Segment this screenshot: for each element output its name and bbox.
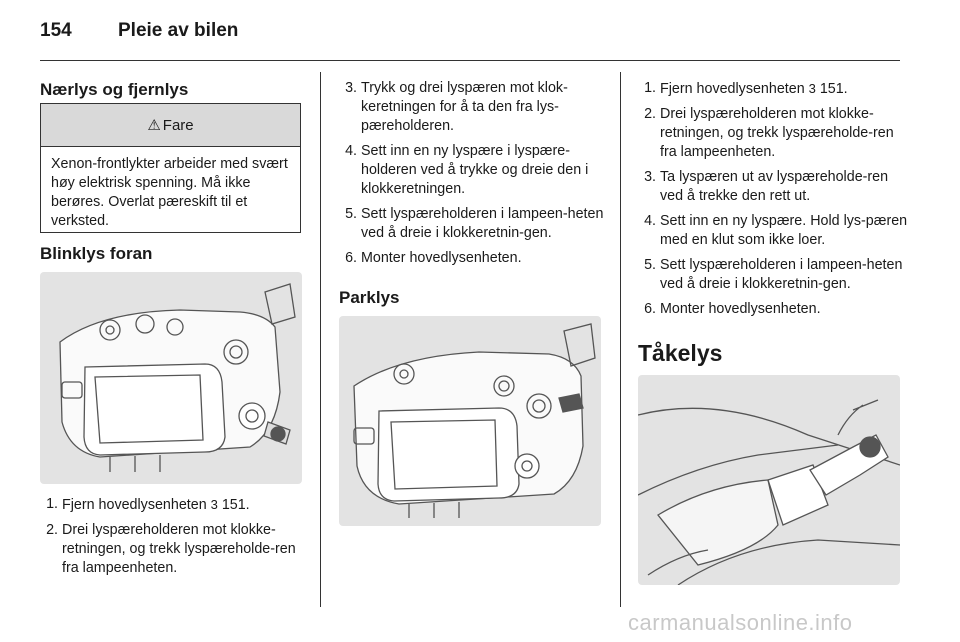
list-item: 6. Monter hovedlysenheten.	[644, 301, 821, 317]
list-item: 5. Sett lyspæreholderen i lampeen-heten ved å dreie i klokkeretnin-gen.	[644, 257, 903, 292]
warning-text: Xenon-frontlykter arbeider med svært høy elektrisk spenning. Må ikke berøres. Overlat pæreskift til et verksted.	[51, 156, 288, 229]
steps-parking-light	[638, 79, 908, 325]
figure-fog-light	[638, 375, 900, 585]
list-item: 4. Sett inn en ny lyspære. Hold lys-pæren med en klut som ikke loer.	[644, 213, 908, 248]
warning-icon: ⚠	[147, 117, 161, 134]
section-heading-low-high-beam: Nærlys og fjernlys	[40, 80, 189, 99]
warning-box	[40, 103, 301, 233]
list-item: 1. Fjern hovedlysenheten 3 151.	[644, 80, 848, 97]
fog-lamp-illustration	[638, 375, 900, 585]
column-divider-1	[320, 72, 321, 607]
figure-front-indicator	[40, 272, 302, 484]
list-item: 5. Sett lyspæreholderen i lampeen-heten ved å dreie i klokkeretnin-gen.	[345, 206, 604, 241]
figure-parking-light	[339, 316, 601, 526]
list-item: 2. Drei lyspæreholderen mot klokke-retningen, og trekk lyspæreholde-ren fra lampeenheten.	[644, 106, 894, 160]
page-ref-icon[interactable]: 3	[808, 81, 816, 96]
watermark: carmanualsonline.info	[628, 610, 853, 635]
section-heading-parking-light: Parklys	[339, 288, 400, 307]
steps-front-indicator	[40, 495, 305, 584]
list-item: 3. Ta lyspæren ut av lyspæreholde-ren ved å trekke den rett ut.	[644, 169, 889, 204]
warning-label: Fare	[162, 116, 194, 134]
section-heading-fog-light: Tåkelys	[638, 340, 723, 366]
list-item: 2. Drei lyspæreholderen mot klokke-retningen, og trekk lyspæreholde-ren fra lampeenheten.	[46, 522, 296, 576]
column-divider-2	[620, 72, 621, 607]
page-ref-icon[interactable]: 3	[210, 497, 218, 512]
page-number: 154	[40, 20, 72, 41]
list-item: 1. Fjern hovedlysenheten 3 151.	[46, 496, 250, 513]
header-rule	[40, 60, 900, 61]
list-item: 6. Monter hovedlysenheten.	[345, 250, 522, 266]
steps-front-indicator-continued	[339, 79, 607, 274]
section-heading-front-indicator: Blinklys foran	[40, 244, 153, 263]
list-item: 3. Trykk og drei lyspæren mot klok-keretningen for å ta den fra lys-pæreholderen.	[345, 80, 568, 134]
list-item: 4. Sett inn en ny lyspære i lyspære-holderen ved å trykke og dreie den i klokkeretningen.	[345, 143, 589, 197]
headlamp-illustration	[40, 272, 302, 484]
chapter-title: Pleie av bilen	[118, 20, 239, 41]
warning-header	[41, 104, 300, 147]
headlamp-illustration	[339, 316, 601, 526]
